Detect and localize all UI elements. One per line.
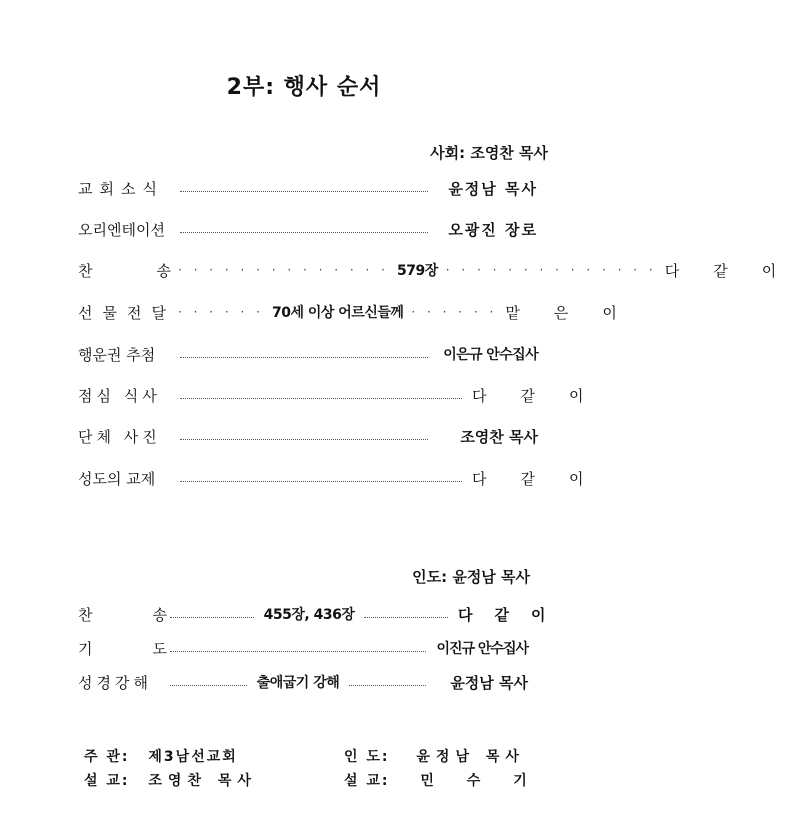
dot-leader <box>170 617 254 618</box>
footer-leader <box>344 746 525 766</box>
dot-leader: · · · · · · <box>178 305 264 319</box>
dot-leader <box>180 481 462 482</box>
dot-leader <box>180 357 428 358</box>
dot-leader <box>180 398 462 399</box>
program-label <box>78 468 170 489</box>
dot-leader <box>349 685 426 686</box>
dot-leader: · · · · · · · · · · · · · · <box>445 263 657 277</box>
dot-leader <box>364 617 448 618</box>
program-value: 맡은이 <box>505 303 651 322</box>
program-middle: 579장 <box>397 263 438 279</box>
program-row-lunch <box>78 383 618 407</box>
program-label <box>78 638 227 659</box>
label-text: 오리엔테이션 <box>78 220 165 239</box>
label-text: 찬송 <box>78 605 227 624</box>
program-row-church-news <box>78 176 538 200</box>
label-text: 성도의 교제 <box>78 469 156 488</box>
program-label <box>78 302 176 323</box>
program-label <box>78 672 160 693</box>
program-label <box>78 426 170 447</box>
program-label <box>78 219 170 240</box>
label-text: 행운권 추첨 <box>78 345 156 364</box>
label-text: 기도 <box>78 639 227 658</box>
program-row-hymn-2 <box>78 602 568 626</box>
footer-sermon-topic-label: 설 교: <box>344 773 390 789</box>
program-value: 이진규 안수집사 <box>436 641 528 657</box>
program-row-fellowship <box>78 466 618 490</box>
footer-sermon-topic-value: 민 수 기 <box>420 773 541 789</box>
footer-leader-value: 윤정남 목사 <box>416 749 525 765</box>
presider-part1: 사회: 조영찬 목사 <box>430 144 548 162</box>
label-text: 찬송 <box>78 261 235 280</box>
program-label <box>78 260 235 281</box>
program-middle: 455장, 436장 <box>263 607 355 623</box>
program-row-orientation <box>78 217 538 241</box>
dot-leader: · · · · · · · · · · · · · · <box>178 263 389 277</box>
program-value: 다같이 <box>664 261 810 280</box>
dot-leader <box>170 685 247 686</box>
program-label <box>78 178 170 199</box>
program-row-group-photo <box>78 424 538 448</box>
presider-part2: 인도: 윤정남 목사 <box>412 568 530 586</box>
program-value: 이은규 안수집사 <box>443 347 538 363</box>
footer-host <box>84 746 238 766</box>
program-value: 윤정남 목사 <box>450 673 528 692</box>
dot-leader <box>180 232 428 233</box>
label-text: 교회소식 <box>78 179 164 198</box>
program-label <box>78 385 170 406</box>
label-text: 점심 식사 <box>78 386 161 405</box>
page-title: 2부: 행사 순서 <box>226 75 382 100</box>
footer-host-label: 주 관: <box>84 749 130 765</box>
dot-leader <box>170 651 426 652</box>
footer-sermon-value: 조영찬 목사 <box>148 773 257 789</box>
dot-leader <box>180 191 428 192</box>
footer-sermon-preacher <box>84 770 257 790</box>
program-middle: 출애굽기 강해 <box>256 675 340 691</box>
program-row-prayer <box>78 636 528 660</box>
program-value: 윤정남 목사 <box>448 179 538 198</box>
program-middle: 70세 이상 어르신들께 <box>271 305 404 321</box>
program-row-gift <box>78 300 651 324</box>
dot-leader: · · · · · · <box>411 305 498 319</box>
program-label <box>78 344 170 365</box>
label-text: 성경강해 <box>78 673 152 692</box>
program-row-raffle <box>78 342 538 366</box>
program-label <box>78 604 227 625</box>
program-value: 다같이 <box>472 469 618 488</box>
dot-leader <box>180 439 428 440</box>
program-value: 오광진 장로 <box>448 220 538 239</box>
program-row-bible-lecture <box>78 670 528 694</box>
program-value: 다같이 <box>472 386 618 405</box>
footer-leader-label: 인 도: <box>344 749 390 765</box>
label-text: 단체 사진 <box>78 427 161 446</box>
footer-sermon-topic <box>344 770 541 790</box>
footer-host-value: 제3남선교회 <box>148 749 238 765</box>
program-value: 조영찬 목사 <box>460 427 538 446</box>
program-value: 다같이 <box>458 605 568 624</box>
label-text: 선물전달 <box>78 303 176 322</box>
footer-sermon-label: 설 교: <box>84 773 130 789</box>
program-row-hymn <box>78 258 810 282</box>
